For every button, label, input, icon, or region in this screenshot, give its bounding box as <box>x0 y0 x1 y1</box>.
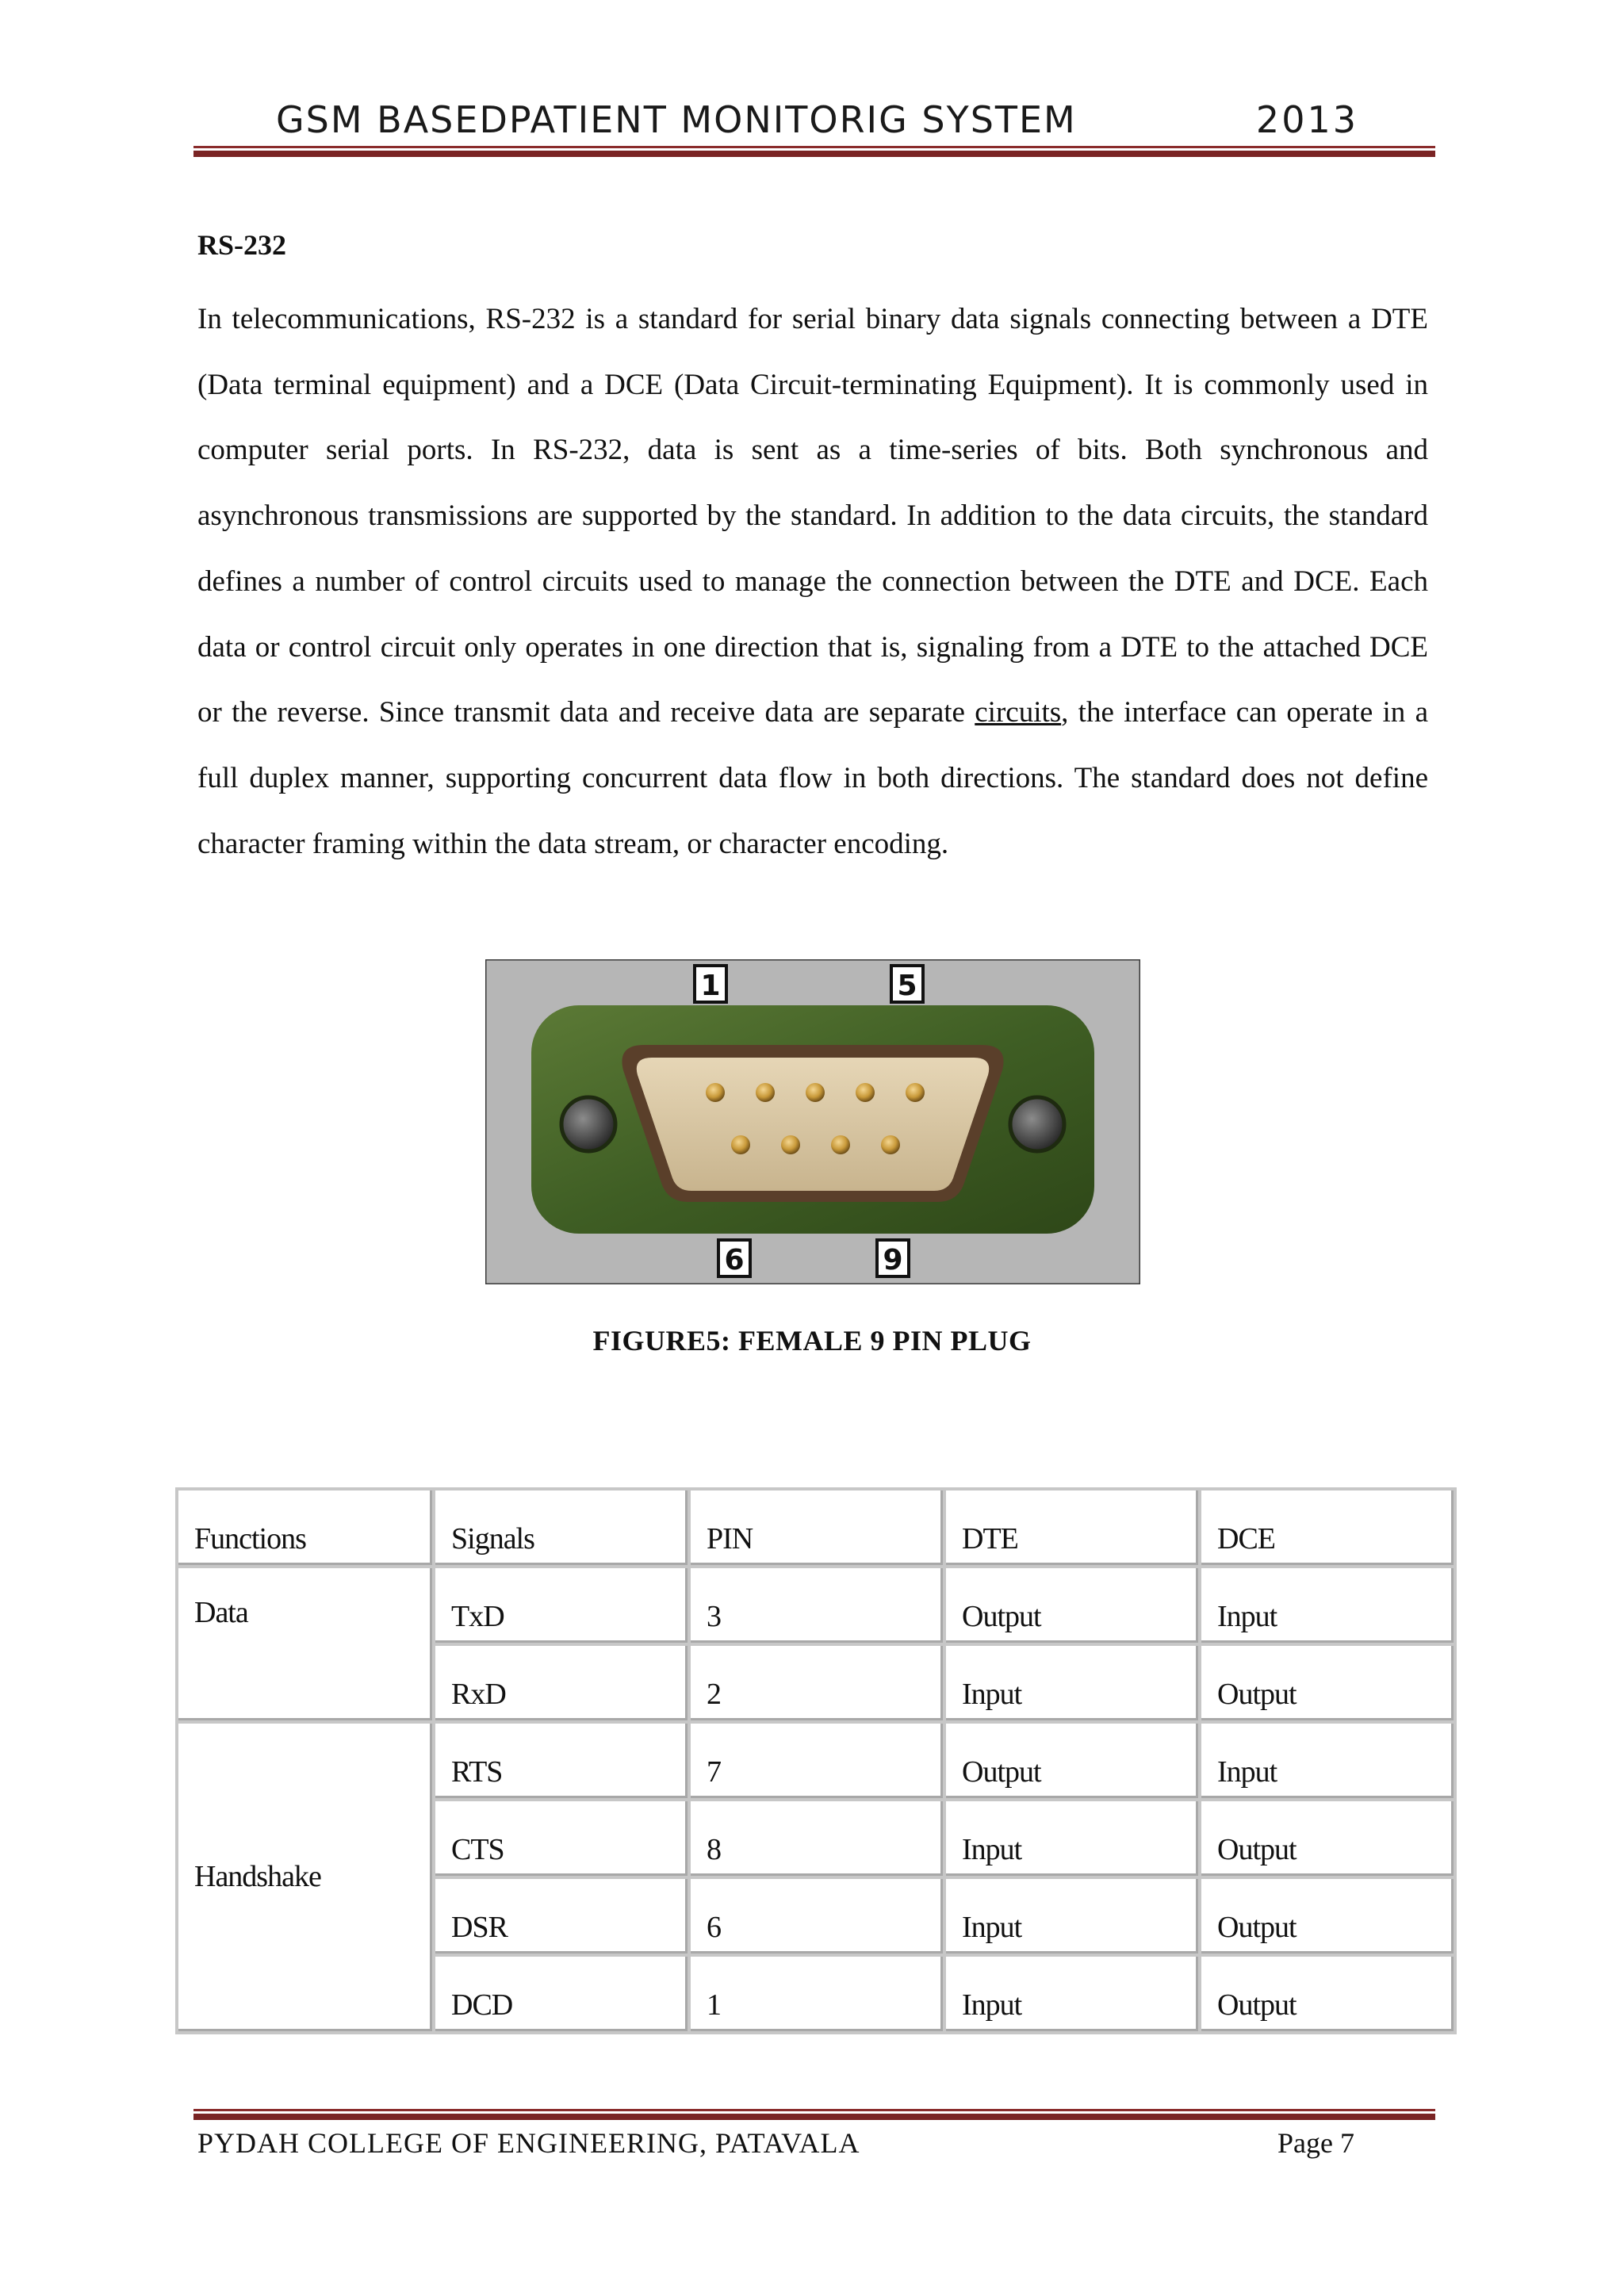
connector-shell <box>637 1058 989 1191</box>
pin-cell: 1 <box>691 1957 943 2031</box>
pin-4 <box>856 1083 875 1102</box>
header-title: GSM BASEDPATIENT MONITORIG SYSTEM <box>276 98 1077 141</box>
header-cell: PIN <box>691 1490 943 1565</box>
pin-8 <box>831 1135 850 1154</box>
signal-cell: RTS <box>435 1724 688 1798</box>
footer-divider <box>193 2109 1435 2120</box>
dce-cell: Output <box>1201 1646 1454 1720</box>
dce-cell: Output <box>1201 1879 1454 1954</box>
function-cell-handshake: Handshake <box>178 1724 432 2031</box>
pin-cell: 2 <box>691 1646 943 1720</box>
pin-5 <box>906 1083 925 1102</box>
dce-cell: Input <box>1201 1568 1454 1643</box>
pin-cell: 8 <box>691 1801 943 1876</box>
dte-cell: Output <box>946 1568 1198 1643</box>
pin-label-5 <box>891 966 923 1002</box>
pin-7 <box>781 1135 800 1154</box>
header-cell: DTE <box>946 1490 1198 1565</box>
figure-caption: FIGURE5: FEMALE 9 PIN PLUG <box>592 1325 1032 1357</box>
signal-cell: CTS <box>435 1801 688 1876</box>
svg-text:6: 6 <box>724 1244 745 1276</box>
dte-cell: Input <box>946 1646 1198 1720</box>
header-cell: DCE <box>1201 1490 1454 1565</box>
pin-2 <box>756 1083 775 1102</box>
pin-label-6 <box>718 1240 750 1276</box>
dte-cell: Input <box>946 1879 1198 1954</box>
circuits-link[interactable]: circuits <box>975 696 1062 729</box>
dte-cell: Output <box>946 1724 1198 1798</box>
footer-institution: PYDAH COLLEGE OF ENGINEERING, PATAVALA <box>197 2127 860 2159</box>
signal-cell: DCD <box>435 1957 688 2031</box>
dte-cell: Input <box>946 1801 1198 1876</box>
pin-9 <box>881 1135 900 1154</box>
paragraph-text-2: , the interface can operate in a full duplex manner, supporting concurrent data flow in both directions. The standard does not define character framing within the data stream, or character encoding. <box>197 696 1428 860</box>
pin-label-1 <box>695 966 726 1002</box>
pin-cell: 3 <box>691 1568 943 1643</box>
pin-1 <box>706 1083 725 1102</box>
function-cell-data: Data <box>178 1568 432 1720</box>
table-row <box>178 1724 1454 1798</box>
pin-3 <box>806 1083 825 1102</box>
dte-cell: Input <box>946 1957 1198 2031</box>
paragraph-text-1: In telecommunications, RS-232 is a standard for serial binary data signals connecting between a DTE (Data terminal equipment) and a DCE (Data Circuit-terminating Equipment). It is commonly used in computer serial ports. In RS-232, data is sent as a time-series of bits. Both synchronous and asynchronous transmissions are supported by the standard. In addition to the data circuits, the standard defines a number of control circuits used to manage the connection between the DTE and DCE. Each data or control circuit only operates in one direction that is, signaling from a DTE to the attached DCE or the reverse. Since transmit data and receive data are separate <box>197 303 1428 729</box>
header-year: 2013 <box>1255 98 1358 141</box>
table-header-row <box>178 1490 1454 1565</box>
signal-cell: TxD <box>435 1568 688 1643</box>
pin-6 <box>731 1135 750 1154</box>
table-row <box>178 1568 1454 1643</box>
header-divider <box>193 146 1435 157</box>
dce-cell: Input <box>1201 1724 1454 1798</box>
pin-cell: 6 <box>691 1879 943 1954</box>
header-cell: Signals <box>435 1490 688 1565</box>
signal-cell: DSR <box>435 1879 688 1954</box>
dce-cell: Output <box>1201 1957 1454 2031</box>
signal-cell: RxD <box>435 1646 688 1720</box>
pin-label-9 <box>877 1240 909 1276</box>
section-heading: RS-232 <box>197 229 287 261</box>
connector-figure <box>485 959 1140 1284</box>
rs232-signal-table <box>175 1487 1457 2034</box>
header-cell: Functions <box>178 1490 432 1565</box>
mounting-hole-left <box>561 1097 615 1151</box>
db9-connector-image <box>485 959 1140 1284</box>
body-paragraph <box>197 287 1428 877</box>
svg-text:9: 9 <box>883 1244 903 1276</box>
mounting-hole-right <box>1010 1097 1064 1151</box>
dce-cell: Output <box>1201 1801 1454 1876</box>
footer-page-number: Page 7 <box>1277 2127 1354 2159</box>
svg-text:1: 1 <box>700 970 721 1002</box>
pin-cell: 7 <box>691 1724 943 1798</box>
svg-text:5: 5 <box>897 970 917 1002</box>
